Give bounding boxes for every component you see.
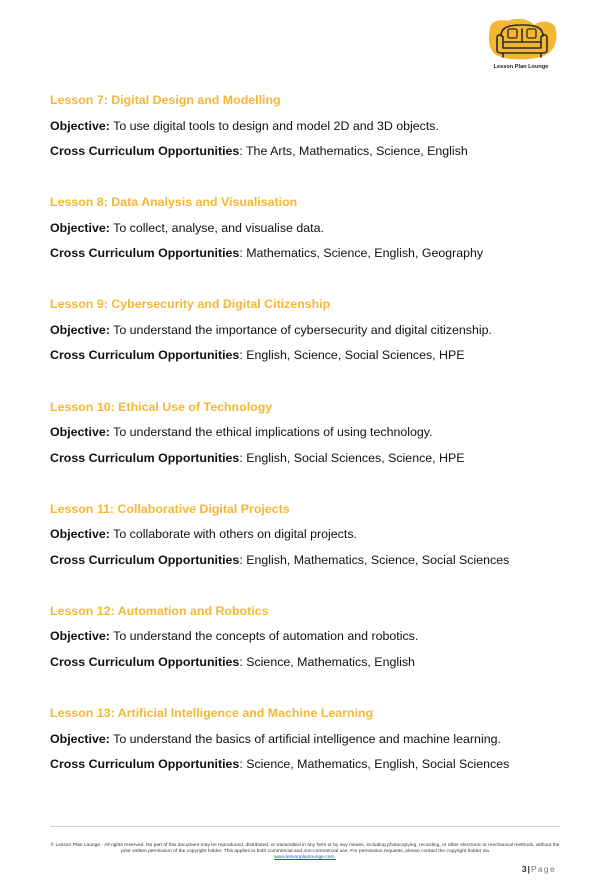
lesson-objective [50,629,560,644]
lesson-10 [50,400,560,502]
objective-text: To collaborate with others on digital projects. [113,527,357,542]
ccp-text: : English, Mathematics, Science, Social Sciences [239,552,510,567]
copyright-notice: © Lesson Plan Lounge - All rights reserved. No part of this document may be reproduced, distributed, or transmitted in any form or by any means, including photocopying, recording, or other electronic or mechanical methods, without the prior written permission of the copyright holder. This applies to both commercial and non-commercial use. For permission requests, please contact the copyright holder via [50,843,560,854]
ccp-label: Cross Curriculum Opportunities [50,348,240,363]
ccp-text: : Science, Mathematics, English, Social Sciences [239,757,510,772]
sofa-logo-icon [486,17,562,65]
lesson-13 [50,706,560,808]
ccp-label: Cross Curriculum Opportunities [50,757,240,772]
lesson-title: Lesson 13: Artificial Intelligence and Machine Learning [50,706,374,721]
lesson-title: Lesson 12: Automation and Robotics [50,603,269,618]
lesson-objective [50,221,560,236]
objective-text: To understand the concepts of automation and robotics. [113,629,419,644]
lesson-cross-curriculum [50,553,560,568]
footer-copyright [50,843,560,861]
objective-label: Objective: [50,425,110,440]
ccp-label: Cross Curriculum Opportunities [50,654,240,669]
ccp-label: Cross Curriculum Opportunities [50,450,240,465]
lesson-title: Lesson 9: Cybersecurity and Digital Citizenship [50,297,331,312]
lesson-title: Lesson 8: Data Analysis and Visualisation [50,195,298,210]
objective-label: Objective: [50,527,110,542]
lesson-objective [50,425,560,440]
lesson-11 [50,502,560,604]
ccp-text: : English, Science, Social Sciences, HPE [239,348,465,363]
objective-label: Objective: [50,731,110,746]
ccp-text: : English, Social Sciences, Science, HPE [239,450,465,465]
lesson-title: Lesson 11: Collaborative Digital Projects [50,501,290,516]
logo-wordmark: Lesson Plan Lounge [493,64,549,70]
lesson-9 [50,297,560,399]
page-word: Page [530,864,556,874]
objective-text: To understand the importance of cybersecurity and digital citizenship. [113,322,492,337]
objective-label: Objective: [50,118,110,133]
page-number [522,864,556,874]
objective-text: To collect, analyse, and visualise data. [113,220,324,235]
lesson-list [50,93,560,808]
objective-text: To understand the ethical implications of using technology. [113,425,433,440]
website-link[interactable]: www.lessonplanlounge.com. [274,855,336,860]
ccp-text: : Science, Mathematics, English [239,654,415,669]
lesson-objective [50,527,560,542]
ccp-label: Cross Curriculum Opportunities [50,144,240,158]
lesson-cross-curriculum [50,246,560,261]
lesson-cross-curriculum [50,757,560,772]
objective-text: To use digital tools to design and model 2D and 3D objects. [113,118,439,133]
objective-label: Objective: [50,220,110,235]
lesson-objective [50,732,560,747]
lesson-8 [50,195,560,297]
lesson-cross-curriculum [50,655,560,670]
page-number-value: 3 [521,864,527,874]
ccp-label: Cross Curriculum Opportunities [50,246,240,261]
objective-label: Objective: [50,322,110,337]
lesson-plan-lounge-logo [486,17,562,73]
lesson-7 [50,93,560,195]
objective-text: To understand the basics of artificial intelligence and machine learning. [113,731,501,746]
lesson-12 [50,604,560,706]
lesson-objective [50,323,560,338]
lesson-cross-curriculum [50,144,560,159]
lesson-cross-curriculum [50,348,560,363]
lesson-title: Lesson 10: Ethical Use of Technology [50,399,273,414]
lesson-title: Lesson 7: Digital Design and Modelling [50,93,281,107]
ccp-text: : The Arts, Mathematics, Science, English [239,144,468,158]
ccp-text: : Mathematics, Science, English, Geography [239,246,484,261]
footer-divider [50,826,560,827]
ccp-label: Cross Curriculum Opportunities [50,552,240,567]
lesson-cross-curriculum [50,451,560,466]
objective-label: Objective: [50,629,110,644]
lesson-objective [50,119,560,134]
page-separator: | [527,864,530,874]
